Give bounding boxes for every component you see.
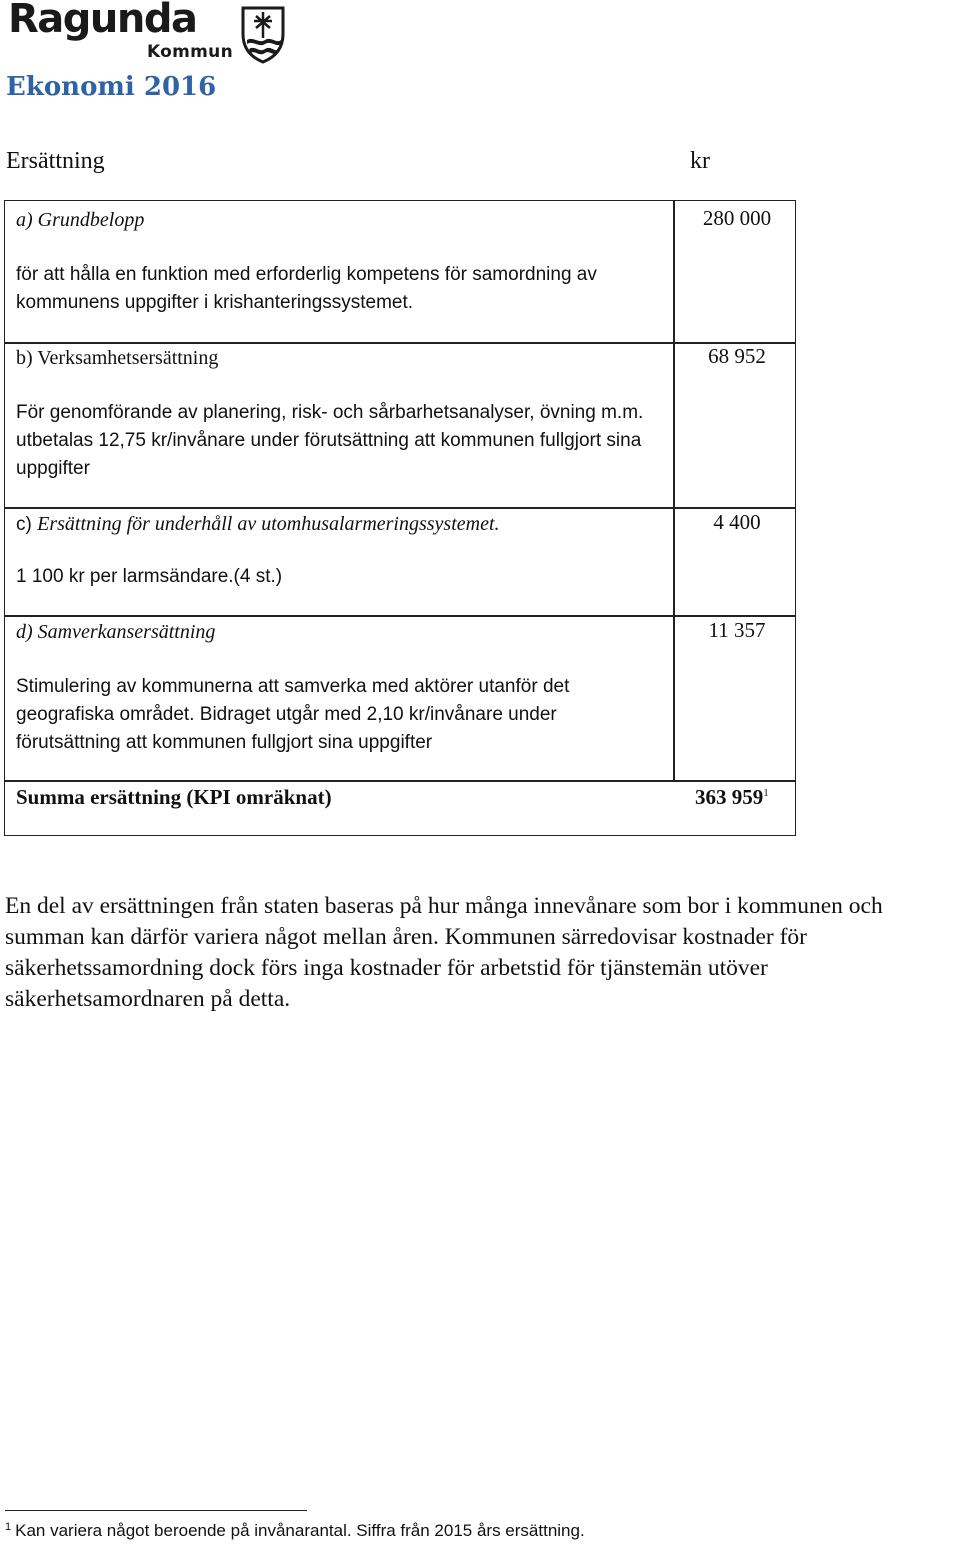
row-c-label (16, 510, 661, 539)
footnote-number: 1 (5, 1521, 12, 1533)
row-d-label: d) Samverkansersättning (16, 621, 216, 643)
footnote-reference: 1 (763, 787, 769, 799)
footnote-separator (5, 1510, 307, 1511)
row-a-amount: 280 000 (702, 206, 772, 230)
row-c-amount: 4 400 (713, 510, 761, 534)
row-b-description-part2: utbetalas 12,75 kr/invånare under förutsättning att kommunen fullgjort sina uppgifter (16, 430, 642, 479)
row-divider (5, 780, 795, 782)
total-amount-value: 363 959 (695, 785, 764, 809)
row-divider (5, 615, 795, 617)
row-d-description: Stimulering av kommunerna att samverka med aktörer utanför det geografiska området. Bidraget utgår med 2,10 kr/invånare under förutsättning att kommunen fullgjort sina uppgifter (16, 676, 570, 753)
row-d-amount: 11 357 (708, 618, 766, 642)
document-title: Ekonomi 2016 (6, 72, 217, 102)
coat-of-arms-icon (240, 4, 286, 64)
logo-subtitle: Kommun (147, 42, 233, 62)
row-c-description: 1 100 kr per larmsändare.(4 st.) (16, 566, 283, 587)
row-b-amount: 68 952 (708, 344, 766, 368)
column-header-ersattning: Ersättning (6, 148, 105, 174)
row-b-description (16, 399, 661, 483)
row-divider (5, 507, 795, 509)
compensation-table (4, 200, 796, 836)
row-b-label: b) Verksamhetsersättning (16, 347, 219, 369)
row-c-label-text: Ersättning för underhåll av utomhusalarmeringssystemet. (37, 513, 500, 535)
footnote-text: Kan variera något beroende på invånarantal. Siffra från 2015 års ersättning. (15, 1521, 585, 1540)
total-amount (695, 785, 769, 810)
total-label: Summa ersättning (KPI omräknat) (16, 785, 332, 809)
row-a-label: a) Grundbelopp (16, 209, 145, 231)
logo-wordmark: Ragunda (8, 0, 197, 42)
ragunda-kommun-logo (4, 2, 289, 64)
row-c-label-prefix: c) (16, 514, 38, 535)
explanatory-paragraph: En del av ersättningen från staten baseras på hur många innevånare som bor i kommunen och summan kan därför variera något mellan åren. Kommunen särredovisar kostnader för säkerhetssamordning dock förs inga kostnader för arbetstid för tjänstemän utöver säkerhetsamordnaren på detta. (5, 893, 883, 1012)
row-a-description: för att hålla en funktion med erforderlig kompetens för samordning av kommunens uppgifter i krishanteringssystemet. (16, 264, 597, 313)
column-divider (673, 201, 675, 780)
column-header-kr: kr (690, 148, 710, 174)
row-b-description-part1: För genomförande av planering, risk- och sårbarhetsanalyser, övning m.m. (16, 402, 644, 423)
footnote (5, 1521, 585, 1541)
